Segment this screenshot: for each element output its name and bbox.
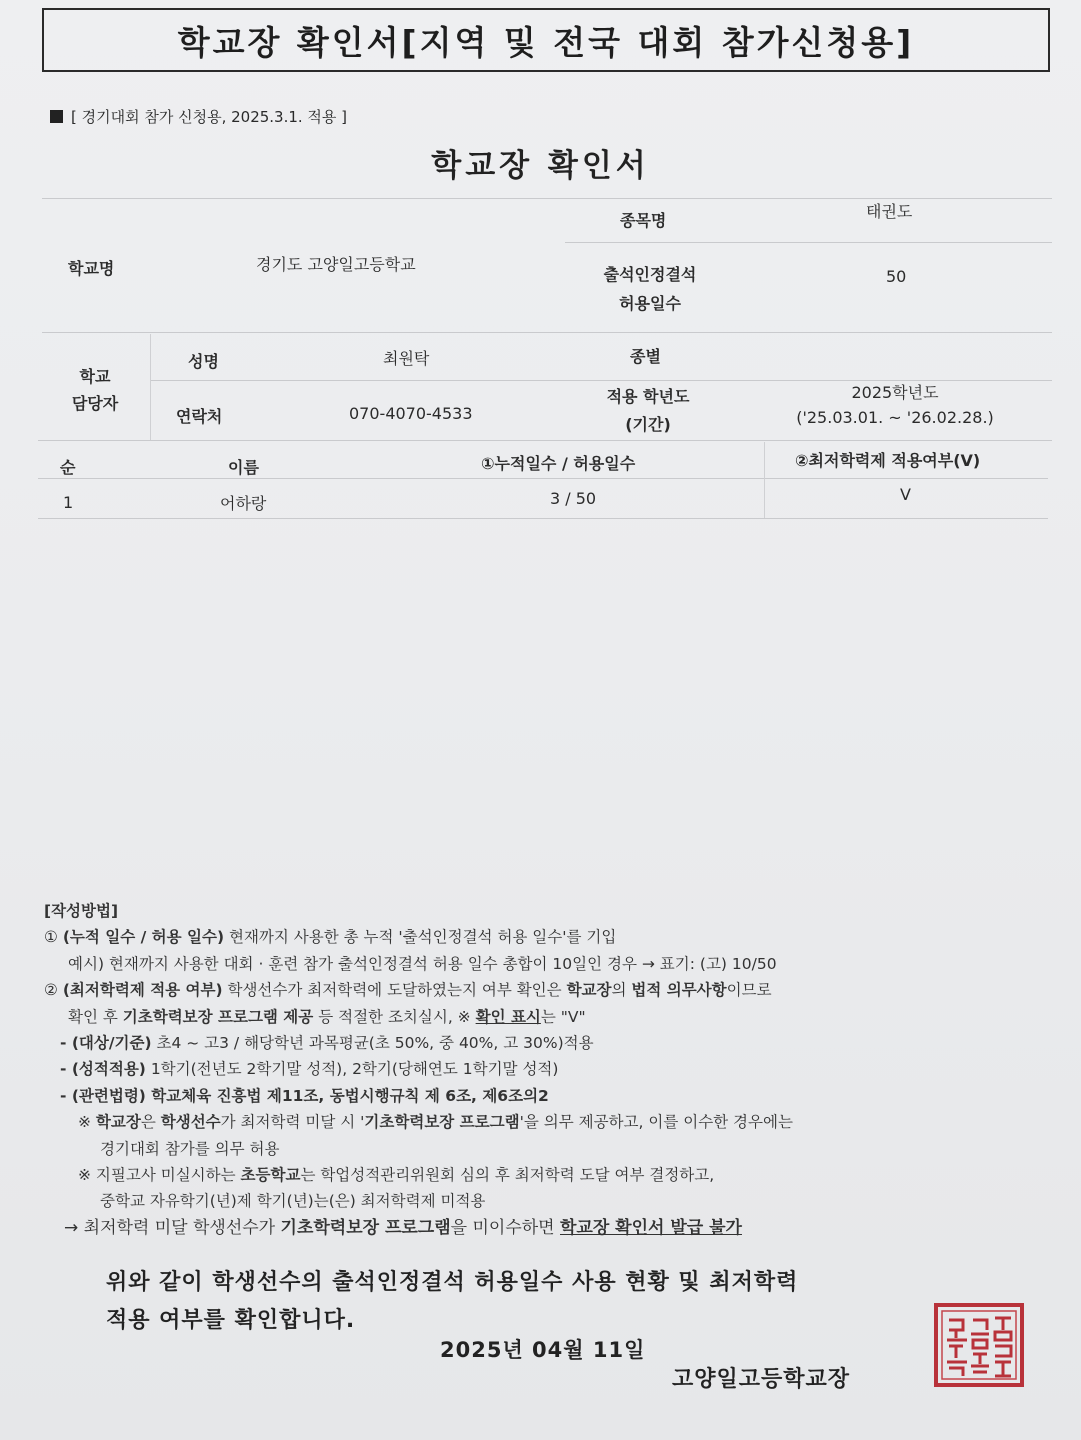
method-underline: 확인 표시 bbox=[475, 1007, 541, 1026]
col-header-applied: ②최저학력제 적용여부(V) bbox=[795, 451, 981, 470]
document-title: 학교장 확인서 bbox=[431, 148, 650, 184]
year-value bbox=[780, 380, 1010, 427]
manager-label-line2: 담당자 bbox=[71, 394, 119, 413]
contact-label: 연락처 bbox=[176, 407, 223, 426]
form-note-text: [ 경기대회 참가 신청용, 2025.3.1. 적용 ] bbox=[71, 108, 348, 126]
method-line: 경기대회 참가를 의무 허용 bbox=[100, 1139, 280, 1158]
contact-value: 070-4070-4533 bbox=[349, 404, 473, 423]
form-note bbox=[50, 106, 347, 127]
col-header-name: 이름 bbox=[228, 458, 259, 477]
method-line bbox=[44, 977, 1044, 1003]
method-text: 학생선수가 최저학력에 도달하였는지 여부 확인은 bbox=[222, 981, 567, 1000]
method-bold: (최저학력제 적용 여부) bbox=[62, 981, 223, 1000]
method-text: → 최저학력 미달 학생선수가 bbox=[64, 1217, 281, 1238]
manager-label-line1: 학교 bbox=[79, 367, 111, 386]
method-bold: 기초학력보장 프로그램 bbox=[364, 1113, 520, 1132]
method-line bbox=[44, 1109, 1044, 1135]
name-label: 성명 bbox=[188, 352, 219, 371]
absence-value: 50 bbox=[886, 267, 907, 286]
method-bold: - (성적적용) bbox=[60, 1060, 146, 1079]
absence-label-line1: 출석인정결석 bbox=[603, 265, 697, 284]
type-label: 종별 bbox=[630, 347, 661, 366]
confirmation-line2: 적용 여부를 확인합니다. bbox=[106, 1308, 356, 1333]
method-bold: - (대상/기준) bbox=[60, 1034, 152, 1053]
method-text: ※ 지필고사 미실시하는 bbox=[78, 1166, 241, 1185]
school-label: 학교명 bbox=[68, 259, 115, 278]
year-label-line1: 적용 학년도 bbox=[606, 387, 690, 406]
method-line bbox=[44, 1215, 1044, 1241]
method-line bbox=[44, 1056, 1044, 1082]
method-line: 중학교 자유학기(년)제 학기(년)는(은) 최저학력제 미적용 bbox=[100, 1192, 486, 1211]
method-line bbox=[44, 1083, 1044, 1109]
method-bold: 기초학력보장 프로그램 제공 bbox=[122, 1007, 314, 1026]
method-line bbox=[44, 924, 1044, 950]
sport-value: 태권도 bbox=[866, 202, 913, 221]
method-line bbox=[44, 1030, 1044, 1056]
table-line bbox=[38, 478, 1048, 479]
form-title: 학교장 확인서[지역 및 전국 대회 참가신청용] bbox=[177, 22, 915, 62]
row-no: 1 bbox=[63, 493, 74, 512]
method-line bbox=[44, 1162, 1044, 1188]
method-text: 이므로 bbox=[726, 981, 772, 1000]
method-text: 가 최저학력 미달 시 ' bbox=[220, 1113, 365, 1132]
school-value: 경기도 고양일고등학교 bbox=[256, 255, 416, 274]
row-name: 어하랑 bbox=[220, 494, 267, 513]
form-title-box bbox=[42, 8, 1050, 72]
method-text: 등 적절한 조치실시, ※ bbox=[313, 1007, 476, 1026]
method-text: 초4 ~ 고3 / 해당학년 과목평균(초 50%, 중 40%, 고 30%)적용 bbox=[151, 1034, 594, 1053]
method-example: 예시) 현재까지 사용한 대회 · 훈련 참가 출석인정결석 허용 일수 총합이 10일인 경우 → 표기: (고) 10/50 bbox=[68, 954, 777, 973]
method-underline: 학교장 확인서 발급 불가 bbox=[560, 1217, 742, 1238]
table-line bbox=[150, 334, 151, 440]
method-bold: 학교장 bbox=[95, 1113, 141, 1132]
method-line bbox=[44, 1004, 1044, 1030]
method-bold: 학교장 bbox=[566, 981, 612, 1000]
method-text: 는 "V" bbox=[540, 1007, 586, 1026]
method-bold: - (관련법령) bbox=[60, 1086, 146, 1105]
table-line bbox=[38, 440, 1052, 441]
table-line bbox=[38, 518, 1048, 519]
method-heading: [작성방법] bbox=[44, 902, 119, 920]
method-text: 의 bbox=[611, 981, 632, 1000]
writing-method bbox=[44, 898, 1044, 1241]
method-bold: 학생선수 bbox=[160, 1113, 221, 1132]
method-text: 학교체육 진흥법 제11조, 동법시행규칙 제 6조, 제6조의2 bbox=[145, 1086, 549, 1105]
year-period: ('25.03.01. ~ '26.02.28.) bbox=[796, 408, 994, 427]
table-line bbox=[565, 242, 1052, 243]
method-text: 는 학업성적관리위원회 심의 후 최저학력 도달 여부 결정하고, bbox=[300, 1166, 715, 1185]
absence-label bbox=[588, 262, 712, 314]
year-label-line2: (기간) bbox=[625, 415, 671, 434]
name-value: 최원탁 bbox=[383, 349, 430, 368]
row-days: 3 / 50 bbox=[550, 489, 597, 508]
sport-label: 종목명 bbox=[620, 211, 667, 230]
col-header-no: 순 bbox=[60, 458, 76, 477]
method-text: 현재까지 사용한 총 누적 '출석인정결석 허용 일수'를 기입 bbox=[224, 928, 617, 947]
method-bold: 법적 의무사항 bbox=[631, 981, 727, 1000]
confirmation-line1: 위와 같이 학생선수의 출석인정결석 허용일수 사용 현황 및 최저학력 bbox=[106, 1270, 799, 1295]
method-bold: (누적 일수 / 허용 일수) bbox=[62, 928, 225, 947]
method-text: ※ bbox=[78, 1113, 96, 1132]
year-value-line1: 2025학년도 bbox=[851, 383, 939, 402]
method-bold: 기초학력보장 프로그램 bbox=[280, 1217, 451, 1238]
method-text: 확인 후 bbox=[68, 1007, 123, 1026]
num-1: ① bbox=[44, 928, 58, 947]
bullet-square-icon bbox=[50, 110, 63, 123]
confirmation-text bbox=[106, 1264, 798, 1340]
col-header-days: ①누적일수 / 허용일수 bbox=[481, 454, 636, 473]
official-seal-icon bbox=[933, 1302, 1025, 1388]
year-label bbox=[586, 384, 710, 435]
table-line bbox=[764, 442, 765, 518]
method-text: '을 의무 제공하고, 이를 이수한 경우에는 bbox=[519, 1113, 793, 1132]
issue-date: 2025년 04월 11일 bbox=[440, 1338, 646, 1362]
method-text: 은 bbox=[140, 1113, 161, 1132]
manager-label bbox=[66, 364, 124, 414]
table-line bbox=[42, 332, 1052, 333]
absence-label-line2: 허용일수 bbox=[619, 294, 681, 313]
method-text: 을 미이수하면 bbox=[450, 1217, 560, 1238]
principal-signature: 고양일고등학교장 bbox=[672, 1367, 851, 1392]
num-2: ② bbox=[44, 981, 58, 1000]
row-applied: V bbox=[900, 485, 911, 504]
method-text: 1학기(전년도 2학기말 성적), 2학기(당해연도 1학기말 성적) bbox=[145, 1060, 559, 1079]
method-bold: 초등학교 bbox=[240, 1166, 301, 1185]
